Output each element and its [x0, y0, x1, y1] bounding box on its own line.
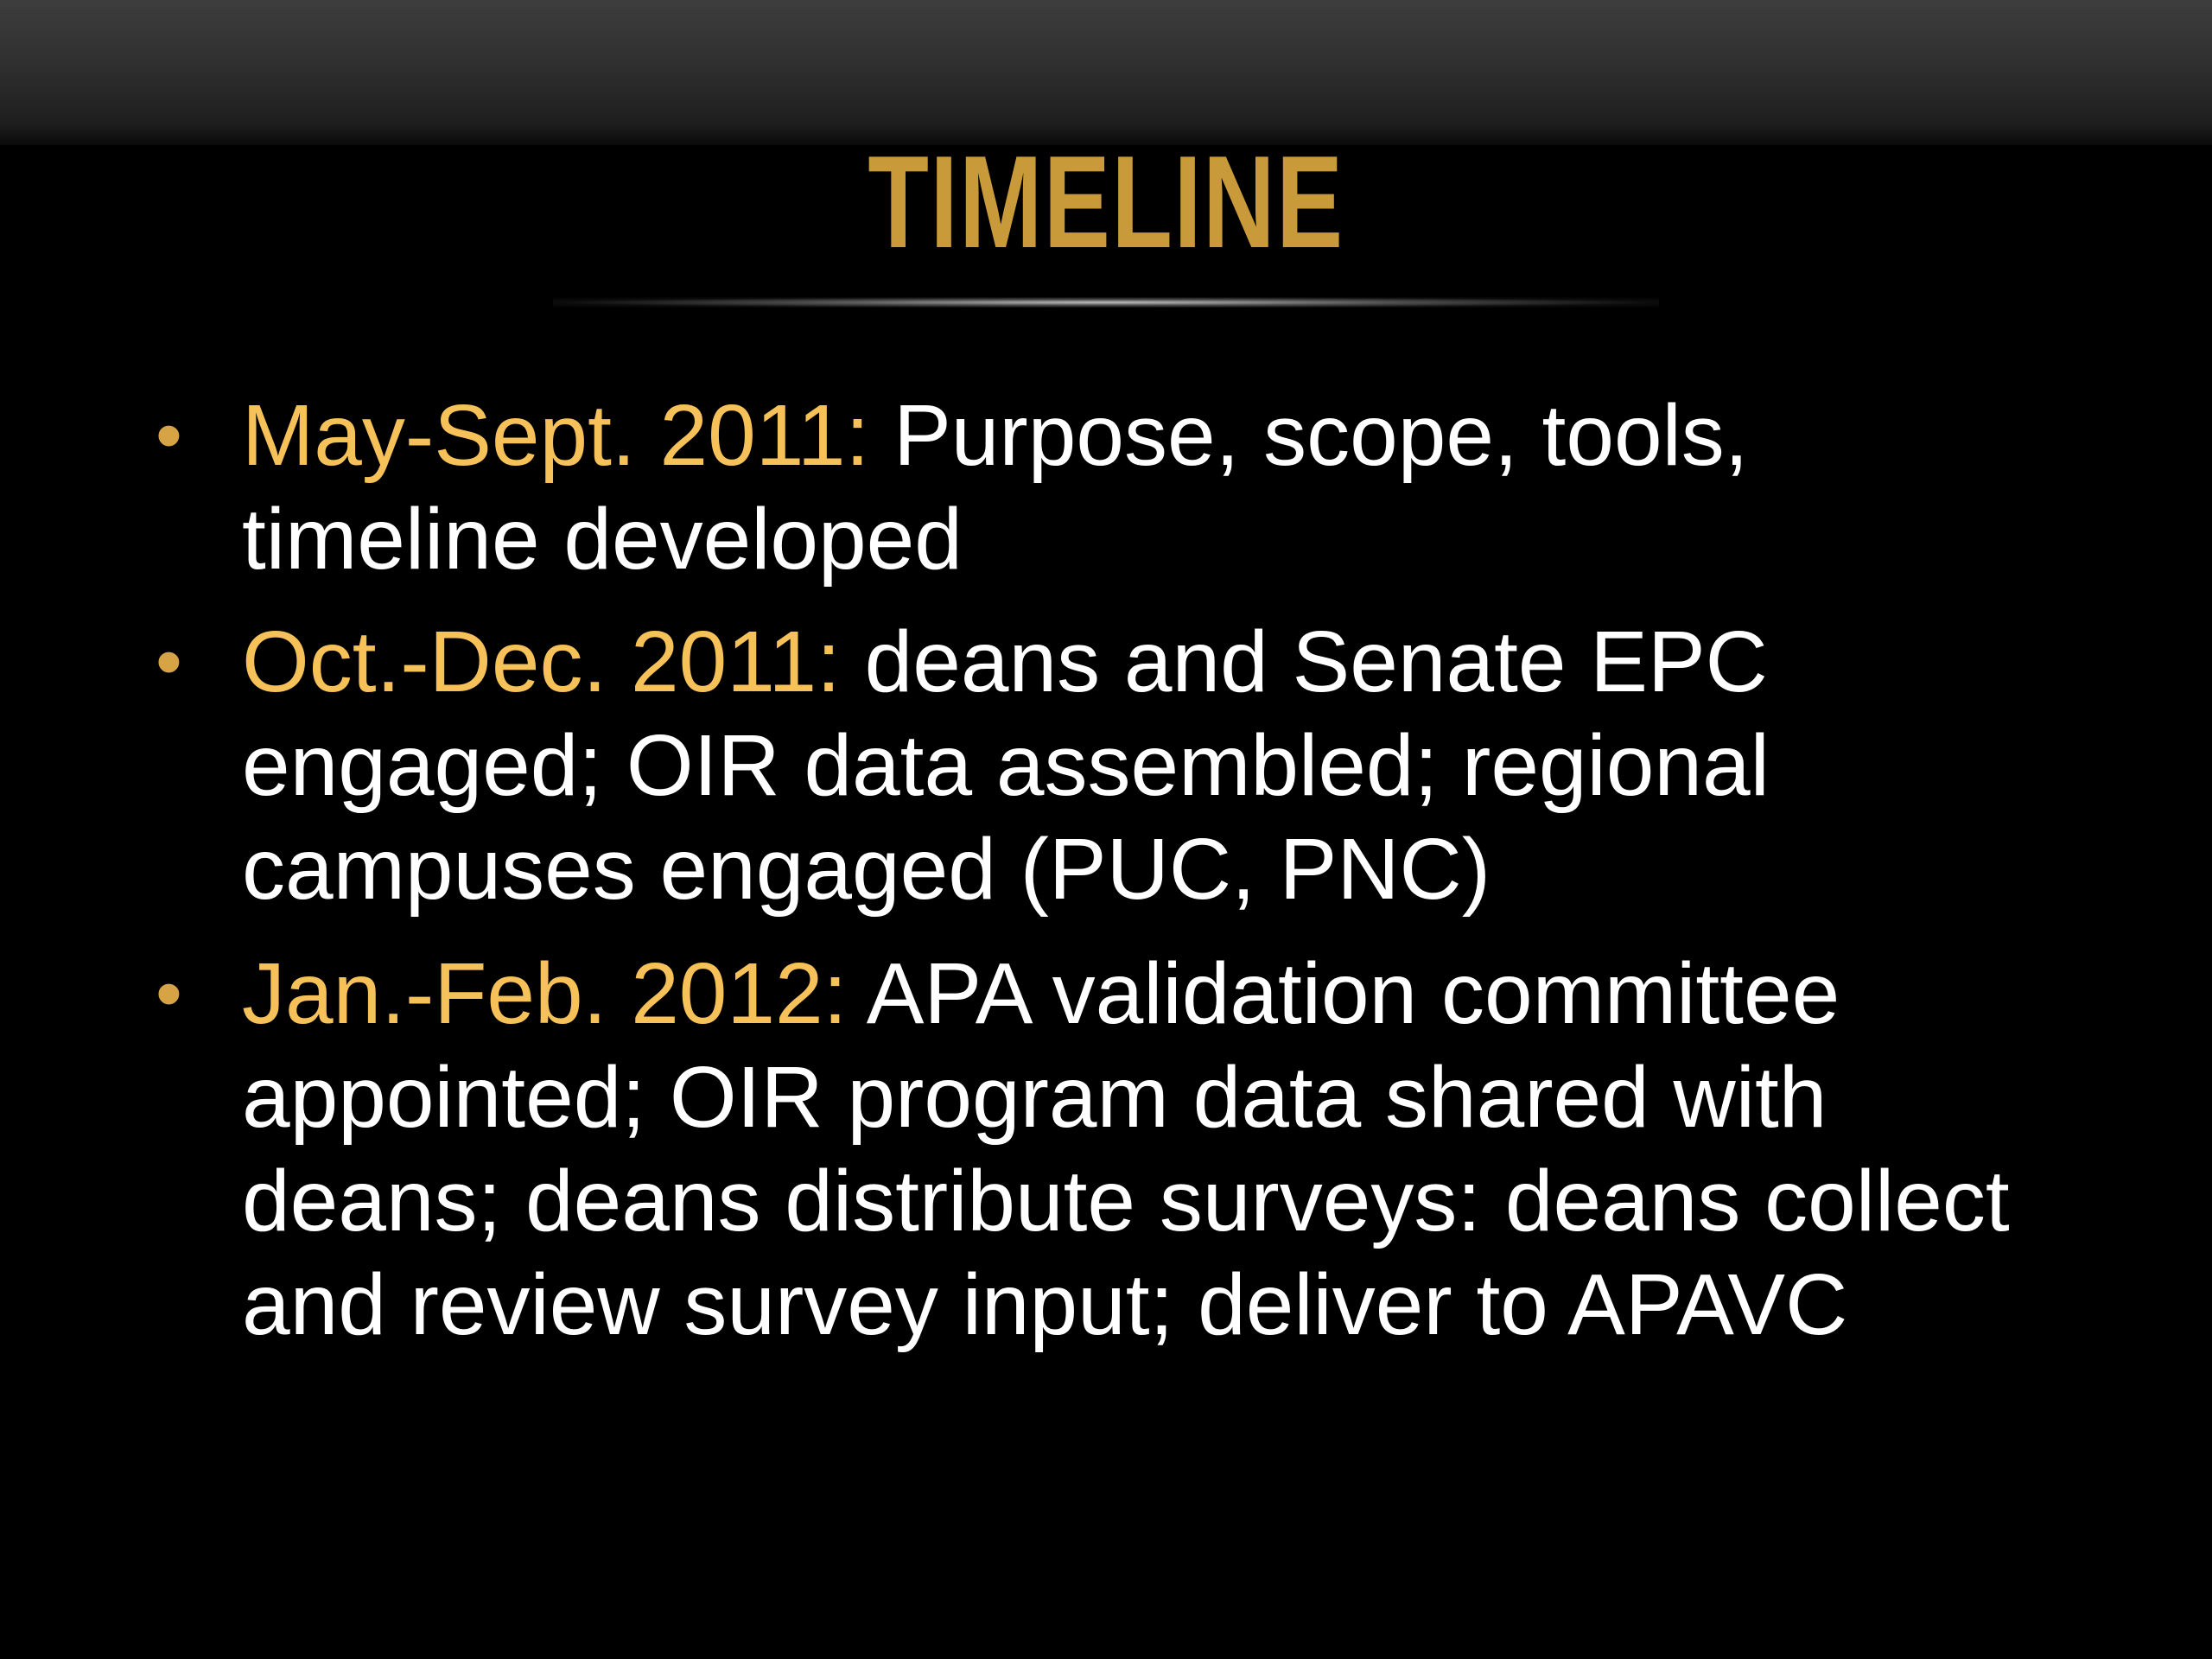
timeline-description: APA validation committee — [847, 945, 1840, 1042]
timeline-item-text — [242, 610, 2143, 921]
text-line: appointed; OIR program data shared with — [242, 1049, 1827, 1146]
text-line: and review survey input; deliver to APAVC — [242, 1256, 1848, 1353]
timeline-date: May-Sept. 2011: — [242, 387, 870, 484]
timeline-date: Oct.-Dec. 2011: — [242, 613, 841, 710]
text-line — [242, 610, 2143, 714]
text-line: deans; deans distribute surveys: deans collect — [242, 1153, 2010, 1249]
bullet-icon: • — [156, 619, 182, 704]
text-line — [242, 384, 2143, 487]
timeline-description: Purpose, scope, tools, — [869, 387, 1749, 484]
text-line: campuses engaged (PUC, PNC) — [242, 821, 1491, 918]
bullet-icon: • — [156, 950, 182, 1036]
bullet-icon: • — [156, 392, 182, 478]
timeline-item-text — [242, 942, 2143, 1357]
text-line — [242, 942, 2143, 1046]
timeline-date: Jan.-Feb. 2012: — [242, 945, 848, 1042]
timeline-item-text — [242, 384, 2143, 591]
text-line: engaged; OIR data assembled; regional — [242, 717, 1770, 814]
text-line: timeline developed — [242, 491, 963, 588]
slide-title: TIMELINE — [868, 129, 1344, 276]
timeline-description: deans and Senate EPC — [840, 613, 1768, 710]
